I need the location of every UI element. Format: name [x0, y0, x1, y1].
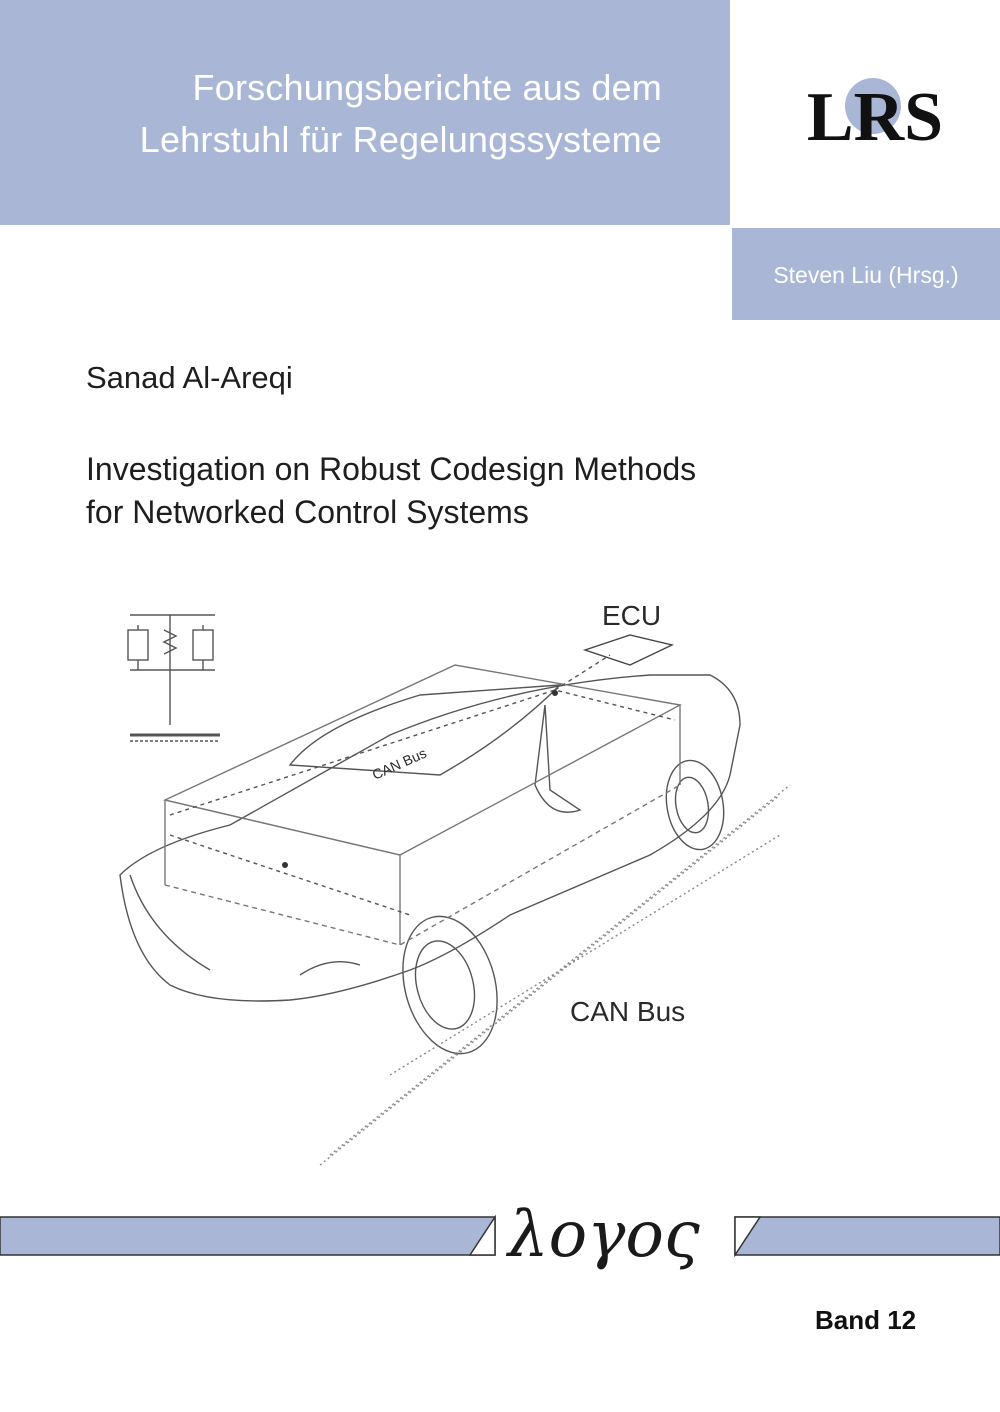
- series-title: [0, 62, 662, 166]
- publisher-band: [0, 1205, 1000, 1275]
- author-name: Sanad Al-Areqi: [86, 360, 293, 395]
- series-title-line1: Forschungsberichte aus dem: [192, 67, 662, 108]
- car-network-illustration: [90, 575, 810, 1175]
- book-title: [86, 448, 886, 534]
- volume-number: Band 12: [815, 1305, 917, 1335]
- publisher-logo: λογος: [508, 1198, 700, 1272]
- book-title-line2: for Networked Control Systems: [86, 494, 529, 530]
- ecu-box: [585, 635, 672, 665]
- lrs-logo: [795, 62, 955, 162]
- logo-text: LRS: [806, 79, 944, 156]
- editor-name: Steven Liu (Hrsg.): [773, 262, 959, 288]
- book-title-line1: Investigation on Robust Codesign Methods: [86, 451, 697, 487]
- canbus-label: CAN Bus: [570, 996, 686, 1027]
- series-title-line2: Lehrstuhl für Regelungssysteme: [139, 119, 662, 160]
- suspension-schematic-icon: [128, 615, 220, 741]
- canbus-label-on-car: CAN Bus: [369, 744, 429, 783]
- network-box: [165, 665, 680, 945]
- ecu-label: ECU: [602, 600, 662, 631]
- ground-texture: [320, 785, 790, 1165]
